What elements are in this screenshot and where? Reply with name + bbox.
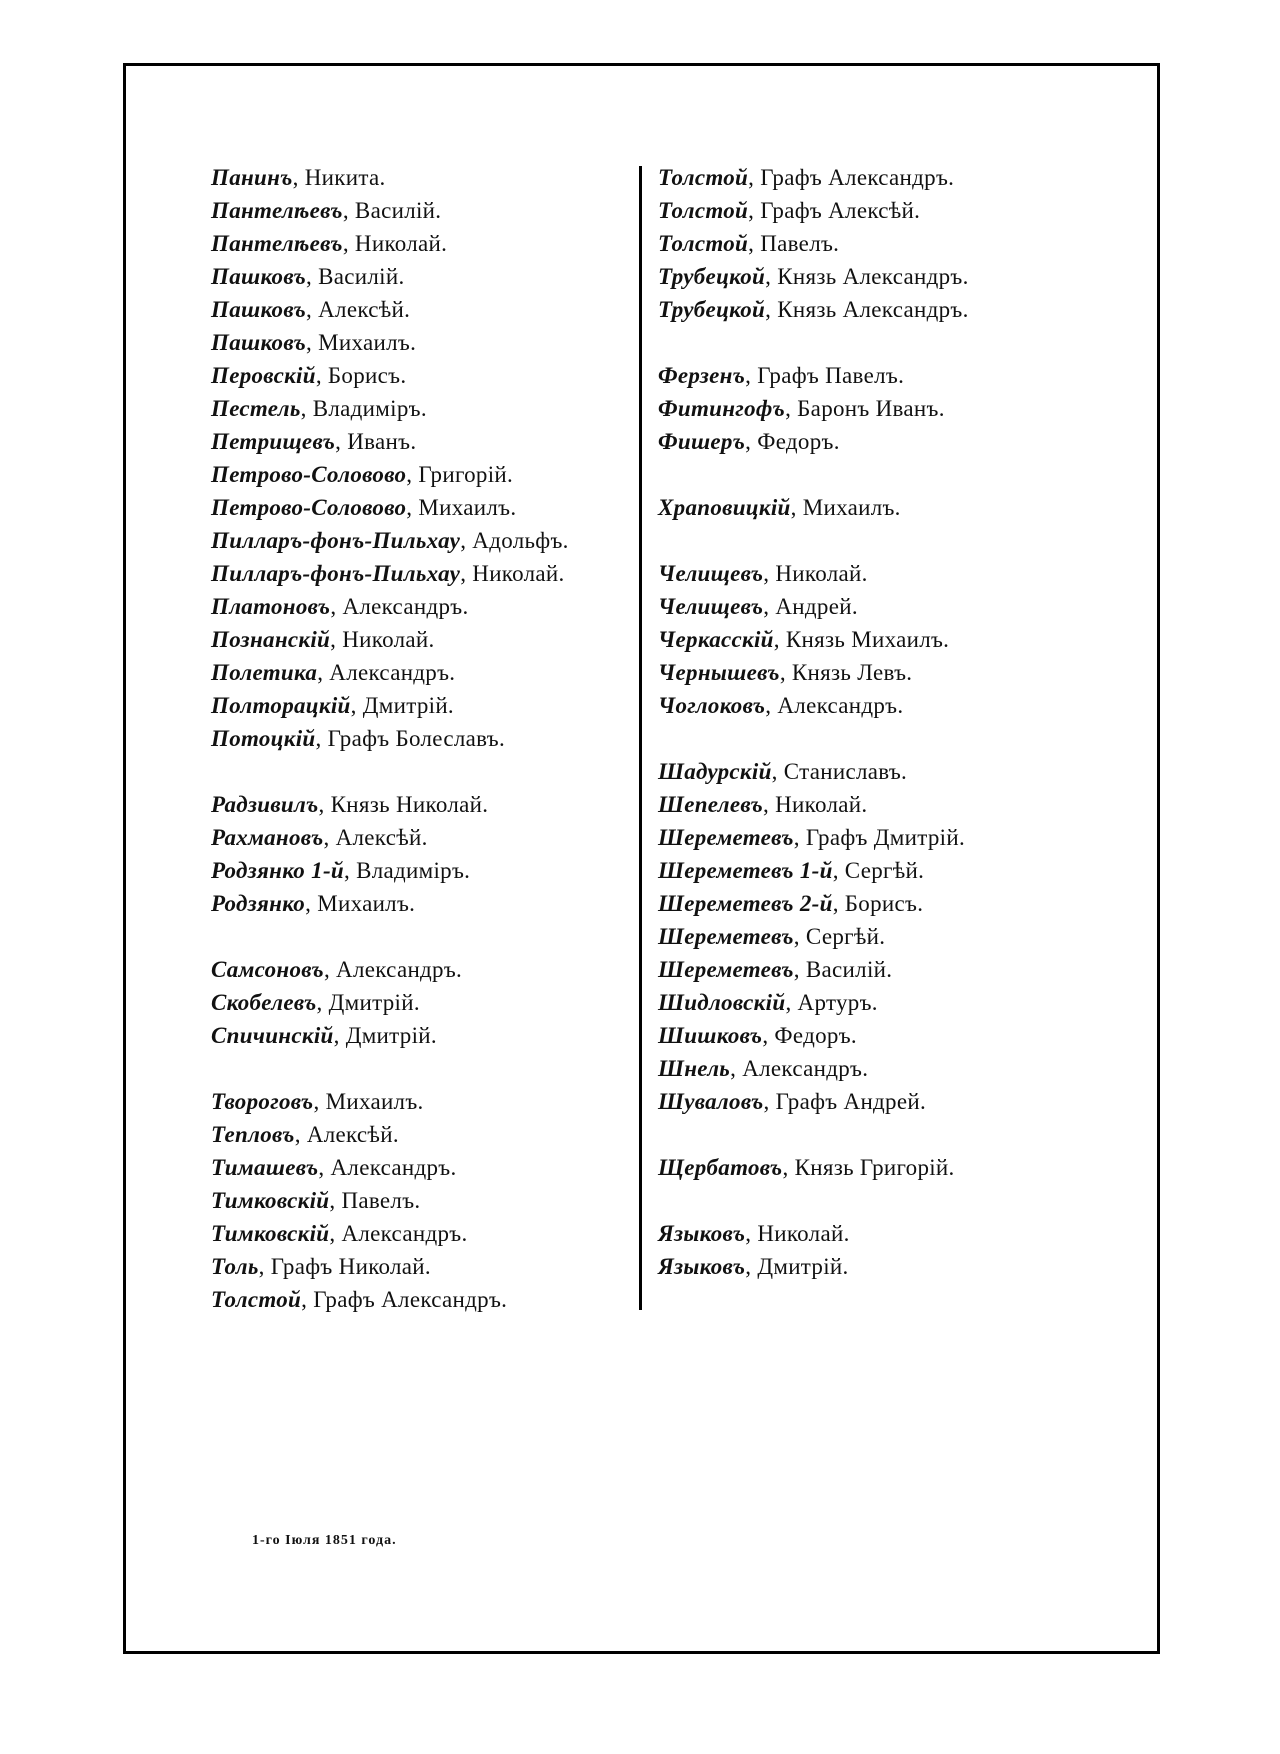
list-item bbox=[211, 590, 569, 623]
surname: Щербатовъ bbox=[658, 1155, 783, 1180]
name-group bbox=[658, 359, 969, 458]
list-item bbox=[211, 1151, 569, 1184]
list-item bbox=[211, 1118, 569, 1151]
list-item bbox=[211, 1217, 569, 1250]
column-divider bbox=[639, 166, 642, 1310]
surname: Скобелевъ bbox=[211, 990, 317, 1015]
list-item bbox=[658, 953, 969, 986]
surname: Радзивилъ bbox=[211, 792, 319, 817]
footer-date: 1-го Іюля 1851 года. bbox=[252, 1533, 397, 1548]
list-item bbox=[211, 1283, 569, 1316]
surname: Челищевъ bbox=[658, 561, 764, 586]
surname: Шадурскій bbox=[658, 759, 772, 784]
given-name-title: , Алексѣй. bbox=[323, 825, 428, 850]
surname: Чоглоковъ bbox=[658, 693, 766, 718]
list-item bbox=[211, 260, 569, 293]
surname: Спичинскій bbox=[211, 1023, 334, 1048]
given-name-title: , Алексѣй. bbox=[306, 297, 411, 322]
given-name-title: , Никита. bbox=[292, 165, 386, 190]
list-item bbox=[658, 1019, 969, 1052]
list-item bbox=[211, 1085, 569, 1118]
given-name-title: , Михаилъ. bbox=[313, 1089, 424, 1114]
name-group bbox=[658, 161, 969, 326]
given-name-title: , Николай. bbox=[745, 1221, 850, 1246]
given-name-title: , Александръ. bbox=[329, 1221, 468, 1246]
surname: Шереметевъ 2-й bbox=[658, 891, 833, 916]
list-item bbox=[211, 392, 569, 425]
list-item bbox=[211, 227, 569, 260]
list-item bbox=[658, 821, 969, 854]
list-item bbox=[658, 1052, 969, 1085]
list-item bbox=[658, 557, 969, 590]
list-item bbox=[658, 491, 969, 524]
list-item bbox=[658, 656, 969, 689]
surname: Языковъ bbox=[658, 1221, 746, 1246]
surname: Пантелѣевъ bbox=[211, 198, 343, 223]
given-name-title: , Николай. bbox=[342, 231, 448, 256]
given-name-title: , Михаилъ. bbox=[406, 495, 517, 520]
list-item bbox=[211, 788, 569, 821]
surname: Шереметевъ bbox=[658, 924, 794, 949]
given-name-title: , Графъ Павелъ. bbox=[745, 363, 905, 388]
given-name-title: , Василій. bbox=[793, 957, 893, 982]
list-item bbox=[658, 689, 969, 722]
given-name-title: , Михаилъ. bbox=[305, 891, 416, 916]
list-item bbox=[658, 1217, 969, 1250]
list-item bbox=[658, 260, 969, 293]
list-item bbox=[211, 194, 569, 227]
surname: Шереметевъ bbox=[658, 957, 794, 982]
given-name-title: , Графъ Алексѣй. bbox=[748, 198, 921, 223]
list-item bbox=[658, 854, 969, 887]
surname: Пашковъ bbox=[211, 297, 307, 322]
list-item bbox=[211, 821, 569, 854]
surname: Толстой bbox=[658, 231, 749, 256]
surname: Пестель bbox=[211, 396, 301, 421]
surname: Фитингофъ bbox=[658, 396, 786, 421]
name-group bbox=[658, 557, 969, 722]
list-item bbox=[658, 986, 969, 1019]
given-name-title: , Баронъ Иванъ. bbox=[785, 396, 945, 421]
given-name-title: , Артуръ. bbox=[785, 990, 878, 1015]
name-group bbox=[211, 953, 569, 1052]
list-item bbox=[211, 1019, 569, 1052]
surname: Потоцкій bbox=[211, 726, 316, 751]
list-item bbox=[658, 623, 969, 656]
surname: Шуваловъ bbox=[658, 1089, 764, 1114]
list-item bbox=[211, 425, 569, 458]
name-group bbox=[211, 161, 569, 755]
surname: Познанскій bbox=[211, 627, 331, 652]
surname: Толь bbox=[211, 1254, 259, 1279]
surname: Тимковскій bbox=[211, 1221, 330, 1246]
surname: Фишеръ bbox=[658, 429, 746, 454]
given-name-title: , Николай. bbox=[330, 627, 435, 652]
list-item bbox=[211, 1250, 569, 1283]
surname: Рахмановъ bbox=[211, 825, 324, 850]
given-name-title: , Василій. bbox=[306, 264, 405, 289]
given-name-title: , Князь Александръ. bbox=[765, 264, 969, 289]
given-name-title: , Владиміръ. bbox=[344, 858, 471, 883]
given-name-title: , Павелъ. bbox=[329, 1188, 421, 1213]
surname: Храповицкій bbox=[658, 495, 791, 520]
given-name-title: , Князь Александръ. bbox=[765, 297, 969, 322]
surname: Тимашевъ bbox=[211, 1155, 319, 1180]
surname: Шереметевъ bbox=[658, 825, 794, 850]
given-name-title: , Князь Григорій. bbox=[782, 1155, 955, 1180]
given-name-title: , Иванъ. bbox=[335, 429, 417, 454]
list-item bbox=[211, 722, 569, 755]
list-item bbox=[211, 953, 569, 986]
given-name-title: , Николай. bbox=[763, 561, 868, 586]
surname: Пилларъ-фонъ-Пильхау bbox=[211, 561, 461, 586]
given-name-title: , Александръ. bbox=[330, 594, 469, 619]
list-item bbox=[211, 623, 569, 656]
list-item bbox=[658, 1250, 969, 1283]
given-name-title: , Сергѣй. bbox=[832, 858, 925, 883]
list-item bbox=[658, 1151, 969, 1184]
given-name-title: , Борисъ. bbox=[315, 363, 407, 388]
list-item bbox=[211, 854, 569, 887]
given-name-title: , Андрей. bbox=[763, 594, 858, 619]
given-name-title: , Александръ. bbox=[765, 693, 904, 718]
surname: Пантелѣевъ bbox=[211, 231, 343, 256]
given-name-title: , Адольфъ. bbox=[460, 528, 569, 553]
given-name-title: , Василій. bbox=[342, 198, 442, 223]
given-name-title: , Графъ Александръ. bbox=[748, 165, 955, 190]
surname: Петрово-Соловово bbox=[211, 495, 407, 520]
surname: Толстой bbox=[658, 165, 749, 190]
given-name-title: , Павелъ. bbox=[748, 231, 840, 256]
list-item bbox=[211, 524, 569, 557]
given-name-title: , Федоръ. bbox=[745, 429, 840, 454]
given-name-title: , Александръ. bbox=[317, 660, 456, 685]
surname: Пашковъ bbox=[211, 330, 307, 355]
list-item bbox=[211, 689, 569, 722]
surname: Пашковъ bbox=[211, 264, 307, 289]
surname: Шишковъ bbox=[658, 1023, 763, 1048]
surname: Черкасскій bbox=[658, 627, 774, 652]
given-name-title: , Князь Левъ. bbox=[779, 660, 913, 685]
list-item bbox=[658, 755, 969, 788]
list-item bbox=[658, 425, 969, 458]
given-name-title: , Александръ. bbox=[318, 1155, 457, 1180]
given-name-title: , Графъ Николай. bbox=[258, 1254, 431, 1279]
given-name-title: , Александръ. bbox=[730, 1056, 869, 1081]
surname: Панинъ bbox=[211, 165, 293, 190]
list-item bbox=[658, 590, 969, 623]
list-item bbox=[658, 161, 969, 194]
list-item bbox=[211, 656, 569, 689]
surname: Челищевъ bbox=[658, 594, 764, 619]
surname: Трубецкой bbox=[658, 264, 766, 289]
list-item bbox=[658, 293, 969, 326]
name-group bbox=[211, 1085, 569, 1316]
list-item bbox=[658, 920, 969, 953]
list-item bbox=[658, 887, 969, 920]
list-item bbox=[211, 887, 569, 920]
list-item bbox=[658, 392, 969, 425]
surname: Петрищевъ bbox=[211, 429, 336, 454]
surname: Языковъ bbox=[658, 1254, 746, 1279]
list-item bbox=[658, 1085, 969, 1118]
surname: Твороговъ bbox=[211, 1089, 314, 1114]
given-name-title: , Графъ Дмитрій. bbox=[793, 825, 966, 850]
given-name-title: , Дмитрій. bbox=[745, 1254, 849, 1279]
name-group bbox=[658, 491, 969, 524]
given-name-title: , Григорій. bbox=[406, 462, 514, 487]
surname: Тимковскій bbox=[211, 1188, 330, 1213]
surname: Родзянко 1-й bbox=[211, 858, 344, 883]
list-item bbox=[658, 227, 969, 260]
surname: Платоновъ bbox=[211, 594, 331, 619]
list-item bbox=[658, 359, 969, 392]
given-name-title: , Николай. bbox=[460, 561, 565, 586]
surname: Толстой bbox=[658, 198, 749, 223]
surname: Родзянко bbox=[211, 891, 306, 916]
given-name-title: , Князь Николай. bbox=[318, 792, 489, 817]
list-item bbox=[211, 557, 569, 590]
given-name-title: , Графъ Андрей. bbox=[763, 1089, 927, 1114]
given-name-title: , Владиміръ. bbox=[300, 396, 427, 421]
surname: Шереметевъ 1-й bbox=[658, 858, 833, 883]
list-item bbox=[211, 359, 569, 392]
surname: Чернышевъ bbox=[658, 660, 780, 685]
surname: Петрово-Соловово bbox=[211, 462, 407, 487]
surname: Тепловъ bbox=[211, 1122, 295, 1147]
list-item bbox=[211, 986, 569, 1019]
given-name-title: , Сергѣй. bbox=[793, 924, 886, 949]
list-item bbox=[211, 458, 569, 491]
given-name-title: , Федоръ. bbox=[762, 1023, 857, 1048]
given-name-title: , Графъ Александръ. bbox=[301, 1287, 508, 1312]
surname: Самсоновъ bbox=[211, 957, 324, 982]
right-column bbox=[658, 161, 969, 1316]
list-item bbox=[211, 1184, 569, 1217]
given-name-title: , Дмитрій. bbox=[316, 990, 420, 1015]
list-item bbox=[211, 326, 569, 359]
given-name-title: , Станиславъ. bbox=[771, 759, 908, 784]
given-name-title: , Михаилъ. bbox=[306, 330, 417, 355]
given-name-title: , Графъ Болеславъ. bbox=[315, 726, 506, 751]
surname: Трубецкой bbox=[658, 297, 766, 322]
given-name-title: , Борисъ. bbox=[832, 891, 924, 916]
list-item bbox=[211, 491, 569, 524]
list-item bbox=[211, 161, 569, 194]
given-name-title: , Михаилъ. bbox=[790, 495, 901, 520]
surname: Шнель bbox=[658, 1056, 731, 1081]
list-item bbox=[658, 788, 969, 821]
surname: Толстой bbox=[211, 1287, 302, 1312]
given-name-title: , Алексѣй. bbox=[294, 1122, 399, 1147]
name-group bbox=[658, 1151, 969, 1184]
surname: Пилларъ-фонъ-Пильхау bbox=[211, 528, 461, 553]
surname: Полторацкій bbox=[211, 693, 351, 718]
given-name-title: , Николай. bbox=[763, 792, 868, 817]
left-column bbox=[211, 161, 569, 1349]
given-name-title: , Дмитрій. bbox=[350, 693, 454, 718]
surname: Шепелевъ bbox=[658, 792, 764, 817]
surname: Перовскій bbox=[211, 363, 316, 388]
surname: Полетика bbox=[211, 660, 318, 685]
name-group bbox=[658, 755, 969, 1118]
surname: Шидловскій bbox=[658, 990, 786, 1015]
surname: Ферзенъ bbox=[658, 363, 746, 388]
given-name-title: , Дмитрій. bbox=[333, 1023, 437, 1048]
name-group bbox=[211, 788, 569, 920]
list-item bbox=[658, 194, 969, 227]
list-item bbox=[211, 293, 569, 326]
given-name-title: , Князь Михаилъ. bbox=[773, 627, 950, 652]
given-name-title: , Александръ. bbox=[323, 957, 463, 982]
name-group bbox=[658, 1217, 969, 1283]
